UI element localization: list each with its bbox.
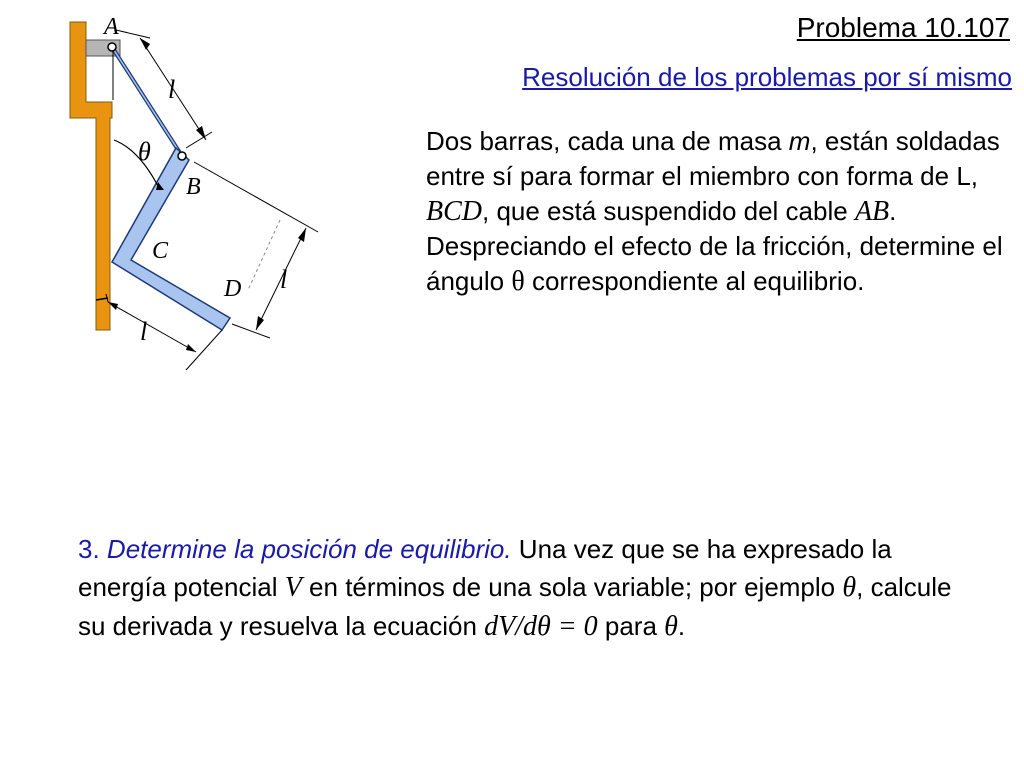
equation: dV/dθ = 0 <box>484 611 598 642</box>
symbol-m: m <box>788 126 811 156</box>
solution-step <box>78 530 978 646</box>
label-l-right: l <box>280 265 288 294</box>
statement-text-2: , están soldadas entre sí para formar el miembro con forma de L, <box>426 126 1000 191</box>
dim-right-ext-a <box>194 162 318 232</box>
symbol-v: V <box>284 572 302 603</box>
label-theta: θ <box>138 137 151 166</box>
symbol-theta-1: θ <box>842 572 857 603</box>
problem-statement <box>426 124 1018 299</box>
dim-cable-ext-b <box>186 132 212 148</box>
dim-cable-arrow-bottom <box>196 126 206 140</box>
label-a: A <box>104 14 119 40</box>
wall <box>70 22 112 330</box>
l-member-bcd <box>112 148 230 330</box>
label-l-bottom: l <box>140 317 148 346</box>
symbol-theta: θ <box>511 266 525 297</box>
step-text-4: para <box>597 611 665 641</box>
step-text-2: en términos de una sola variable; por ejemplo <box>301 572 843 602</box>
dim-cable-ext-a <box>116 30 150 38</box>
dim-bottom-arrow-right <box>186 344 196 352</box>
figure-l-member <box>60 10 360 380</box>
step-text-1: Una vez que se ha expresado la energía potencial <box>78 534 892 602</box>
section-link[interactable]: Resolución de los problemas por sí mismo <box>522 62 1012 92</box>
step-heading: Determine la posición de equilibrio. <box>99 534 512 564</box>
symbol-bcd: BCD <box>426 196 482 227</box>
theta-arc <box>114 140 160 190</box>
statement-text-4: . Despreciando el efecto de la fricción, determine el ángulo <box>426 196 1003 296</box>
dim-right-dashed <box>248 220 280 290</box>
label-b: B <box>186 174 201 200</box>
statement-text-1: Dos barras, cada una de masa <box>426 126 789 156</box>
dim-bottom-line <box>108 302 196 352</box>
statement-text-3: , que está suspendido del cable <box>482 196 855 226</box>
label-c: C <box>152 238 169 264</box>
dim-cable-arrow-top <box>140 38 150 50</box>
pin-b <box>178 152 186 160</box>
dim-right-ext-b <box>232 324 270 338</box>
statement-text-5: correspondiente al equilibrio. <box>524 266 865 296</box>
page-title: Problema 10.107 <box>796 12 1010 43</box>
step-number: 3. <box>78 534 100 564</box>
dim-right-arrow-bottom <box>256 316 264 330</box>
symbol-ab: AB <box>854 196 890 227</box>
dim-right-arrow-top <box>298 228 306 242</box>
pin-a <box>108 43 116 51</box>
step-text-5: . <box>677 611 686 641</box>
symbol-theta-2: θ <box>664 611 678 642</box>
label-l-cable: l <box>168 75 176 104</box>
step-text-3: , calcule su derivada y resuelva la ecuación <box>78 572 952 641</box>
label-d: D <box>224 276 242 302</box>
